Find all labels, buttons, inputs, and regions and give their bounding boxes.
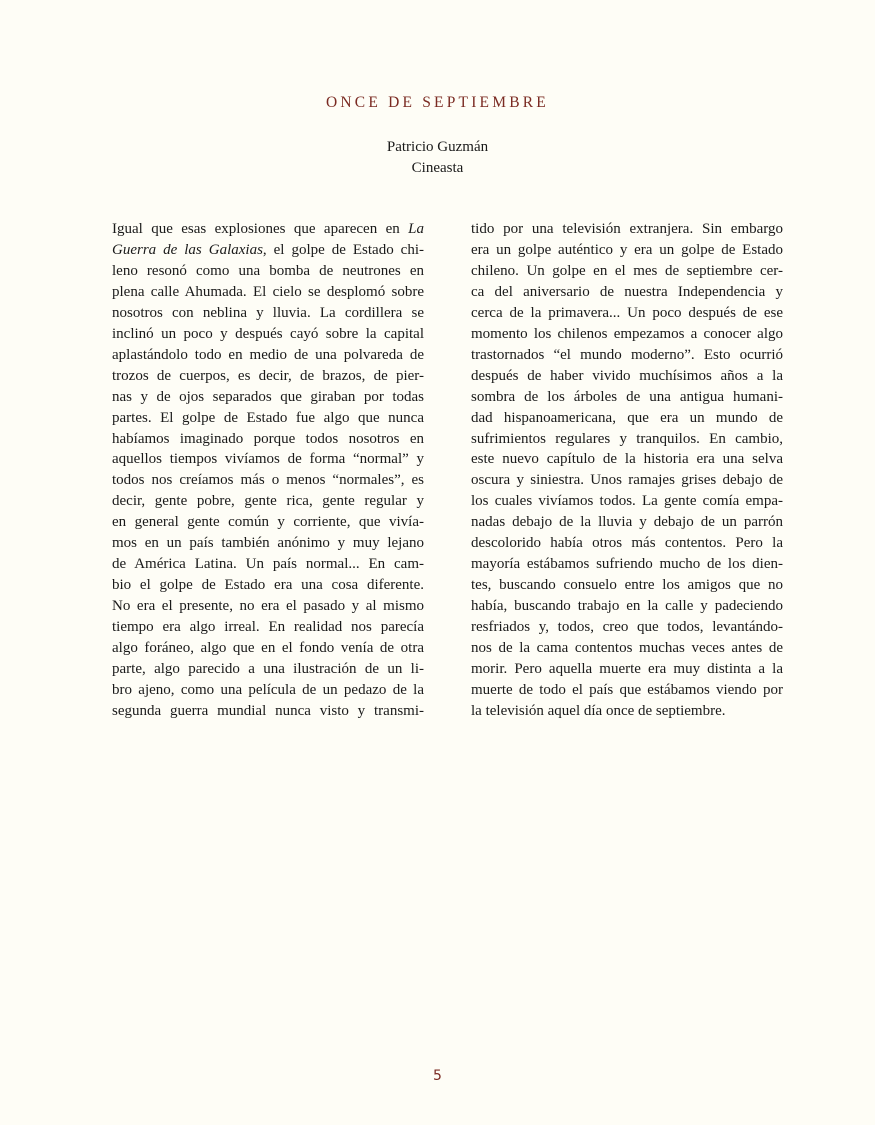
text-line: todos nos creíamos más o menos “normales”, es [112,472,424,489]
text-line: habíamos imaginado porque todos nosotros en [112,430,424,447]
text-line: era un golpe auténtico y era un golpe de Estado [471,241,783,258]
text-line: nos de la cama contentos muchas veces antes de [471,640,783,657]
text-line: leno resonó como una bomba de neutrones en [112,262,424,279]
text-line: morir. Pero aquella muerte era muy distinta a la [471,661,783,678]
text-line: bro ajeno, como una película de un pedazo de la [112,681,424,698]
text-line: inclinó un poco y después cayó sobre la capital [112,325,424,342]
text-line: de América Latina. Un país normal... En cam- [112,556,424,573]
text-column-right [471,219,783,722]
text-line: aquellos tiempos vivíamos de forma “normal” y [112,451,424,468]
text-line: sombra de los árboles de una antigua humani- [471,388,783,405]
text-line: parte, algo parecido a una ilustración de un li- [112,661,424,678]
text-line: aplastándolo todo en medio de una polvareda de [112,346,424,363]
author-role: Cineasta [411,160,464,176]
page-number: 5 [433,1068,442,1084]
text-line: mos en un país también anónimo y muy lejano [112,535,424,552]
text-line: ca del aniversario de nuestra Independencia y [471,283,783,300]
text-line: tiempo era algo irreal. En realidad nos parecía [112,619,424,636]
text-line: en general gente común y corriente, que vivía- [112,514,424,531]
text-line: momento los chilenos empezamos a conocer algo [471,325,783,342]
text-column-left [112,219,424,722]
text-line: después de haber vivido muchísimos años a la [471,367,783,384]
text-line: oscura y siniestra. Unos ramajes grises debajo de [471,472,783,489]
text-line: segunda guerra mundial nunca visto y transmi- [112,702,424,719]
author-block [0,137,875,179]
text-line: No era el presente, no era el pasado y al mismo [112,598,424,615]
text-line: resfriados y, todos, creo que todos, levantándo- [471,619,783,636]
text-line: nadas debajo de la lluvia y debajo de un parrón [471,514,783,531]
text-line: nosotros con neblina y lluvia. La cordillera se [112,304,424,321]
text-line: plena calle Ahumada. El cielo se desplomó sobre [112,283,424,300]
text-line: Igual que esas explosiones que aparecen en La [112,221,424,237]
text-line: bio el golpe de Estado era una cosa diferente. [112,577,424,594]
text-line: sufrimientos regulares y tranquilos. En cambio, [471,430,783,447]
author-name: Patricio Guzmán [386,139,489,155]
text-line: trozos de cuerpos, es decir, de brazos, de pier- [112,367,424,384]
text-line: tes, buscando consuelo entre los amigos que no [471,577,783,594]
text-line: muerte de todo el país que estábamos viendo por [471,681,783,698]
text-line: Guerra de las Galaxias, el golpe de Estado chi- [112,241,424,258]
text-line: algo foráneo, algo que en el fondo venía de otra [112,640,424,657]
text-line: cerca de la primavera... Un poco después de ese [471,304,783,321]
text-line: tido por una televisión extranjera. Sin embargo [471,221,783,237]
text-line: chileno. Un golpe en el mes de septiembre cer- [471,262,783,279]
article-title: ONCE DE SEPTIEMBRE [326,94,549,111]
text-line: la televisión aquel día once de septiembre. [471,702,726,719]
text-line: descolorido había otros más contentos. Pero la [471,535,783,552]
text-line: decir, gente pobre, gente rica, gente regular y [112,493,424,510]
text-line: los cuales vivíamos todos. La gente comía empa- [471,493,783,510]
text-line: había, buscando trabajo en la calle y padeciendo [471,598,783,615]
text-line: este nuevo capítulo de la historia era una selva [471,451,783,468]
text-line: trastornados “el mundo moderno”. Esto ocurrió [471,346,783,363]
text-line: mayoría estábamos sufriendo mucho de los dien- [471,556,783,573]
text-line: nas y de ojos separados que giraban por todas [112,388,424,405]
text-line: dad hispanoamericana, que era un mundo de [471,409,783,426]
text-line: partes. El golpe de Estado fue algo que nunca [112,409,424,426]
